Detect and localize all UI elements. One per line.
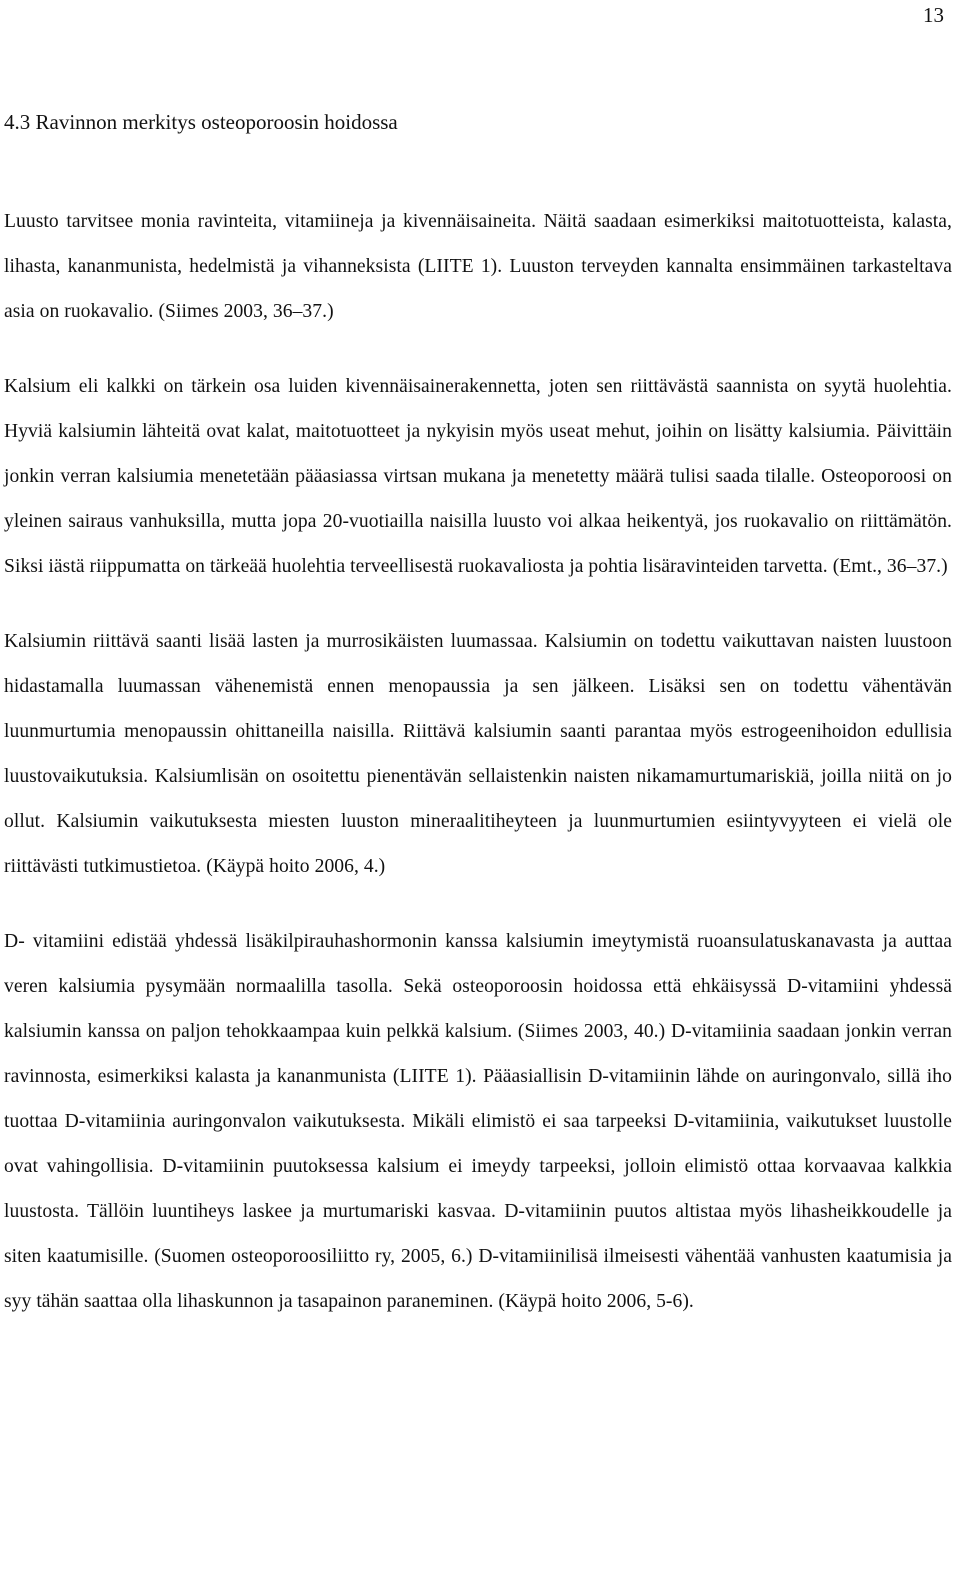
paragraph-nutrients: Luusto tarvitsee monia ravinteita, vitamiineja ja kivennäisaineita. Näitä saadaan esimerkiksi maitotuotteista, kalasta, lihasta, kananmunista, hedelmistä ja vihanneksista (LIITE 1). Luuston terveyden kannalta ensimmäinen tarkasteltava asia on ruokavalio. (Siimes 2003, 36–37.) (4, 211, 952, 322)
paragraph-vitamin-d: D- vitamiini edistää yhdessä lisäkilpirauhashormonin kanssa kalsiumin imeytymistä ruoansulatuskanavasta ja auttaa veren kalsiumia pysymään normaalilla tasolla. Sekä osteoporoosin hoidossa että ehkäisyssä D-vitamiini yhdessä kalsiumin kanssa on paljon tehokkaampaa kuin pelkkä kalsium. (Siimes 2003, 40.) D-vitamiinia saadaan jonkin verran ravinnosta, esimerkiksi kalasta ja kananmunista (LIITE 1). Pääasiallisin D-vitamiinin lähde on auringonvalo, sillä iho tuottaa D-vitamiinia auringonvalon vaikutuksesta. Mikäli elimistö ei saa tarpeeksi D-vitamiinia, vaikutukset luustolle ovat vahingollisia. D-vitamiinin puutoksessa kalsium ei imeydy tarpeeksi, jolloin elimistö ottaa korvaavaa kalkkia luustosta. Tällöin luuntiheys laskee ja murtumariski kasvaa. D-vitamiinin puutos altistaa myös lihasheikkoudelle ja siten kaatumisille. (Suomen osteoporoosiliitto ry, 2005, 6.) D-vitamiinilisä ilmeisesti vähentää vanhusten kaatumisia ja syy tähän saattaa olla lihaskunnon ja tasapainon paraneminen. (Käypä hoito 2006, 5-6). (4, 931, 952, 1312)
section-heading: 4.3 Ravinnon merkitys osteoporoosin hoidossa (4, 110, 398, 134)
paragraph-calcium-effects: Kalsiumin riittävä saanti lisää lasten ja murrosikäisten luumassaa. Kalsiumin on todettu vaikuttavan naisten luustoon hidastamalla luumassan vähenemistä ennen menopaussia ja sen jälkeen. Lisäksi sen on todettu vähentävän luunmurtumia menopaussin ohittaneilla naisilla. Riittävä kalsiumin saanti parantaa myös estrogeenihoidon edullisia luustovaikutuksia. Kalsiumlisän on osoitettu pienentävän sellaistenkin naisten nikamamurtumariskiä, joilla niitä on jo ollut. Kalsiumin vaikutuksesta miesten luuston mineraalitiheyteen ja luunmurtumien esiintyvyyteen ei vielä ole riittävästi tutkimustietoa. (Käypä hoito 2006, 4.) (4, 631, 952, 877)
body-text (4, 199, 952, 1324)
page-number: 13 (923, 3, 944, 27)
paragraph-calcium: Kalsium eli kalkki on tärkein osa luiden kivennäisainerakennetta, joten sen riittävästä saannista on syytä huolehtia. Hyviä kalsiumin lähteitä ovat kalat, maitotuotteet ja nykyisin myös useat mehut, joihin on lisätty kalsiumia. Päivittäin jonkin verran kalsiumia menetetään pääasiassa virtsan mukana ja menetetty määrä tulisi saada tilalle. Osteoporoosi on yleinen sairaus vanhuksilla, mutta jopa 20-vuotiailla naisilla luusto voi alkaa heikentyä, jos ruokavalio on riittämätön. Siksi iästä riippumatta on tärkeää huolehtia terveellisestä ruokavaliosta ja pohtia lisäravinteiden tarvetta. (Emt., 36–37.) (4, 376, 952, 577)
